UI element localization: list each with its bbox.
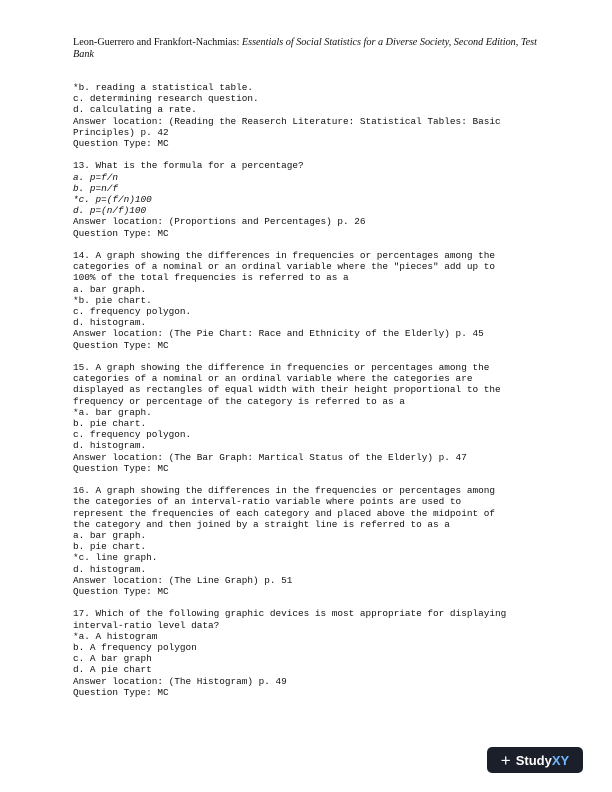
page-header bbox=[73, 37, 543, 61]
plus-icon: + bbox=[500, 750, 511, 770]
text-line: a. p=f/n bbox=[73, 171, 119, 183]
text-line: categories of a nominal or an ordinal variable where the categories are bbox=[73, 373, 473, 385]
test-bank-content bbox=[73, 82, 543, 698]
text-line: 100% of the total frequencies is referred to as a bbox=[73, 272, 349, 284]
question-block bbox=[73, 362, 543, 474]
text-line: Principles) p. 42 bbox=[73, 126, 169, 138]
question-block bbox=[73, 160, 543, 238]
badge-study-text: Study bbox=[515, 752, 552, 768]
text-line: *a. A histogram bbox=[73, 630, 158, 642]
block-gap bbox=[73, 597, 543, 608]
block-gap bbox=[73, 149, 543, 160]
text-line: Answer location: (The Histogram) p. 49 bbox=[73, 675, 287, 687]
header-book-title: Essentials of Social Statistics for a Diverse Society, Second Edition, Test Bank bbox=[73, 37, 537, 60]
block-gap bbox=[73, 351, 543, 362]
text-line: Answer location: (The Line Graph) p. 51 bbox=[73, 574, 293, 586]
text-line: the categories of an interval-ratio variable where points are used to bbox=[73, 496, 462, 508]
question-block bbox=[73, 250, 543, 351]
text-line: the category and then joined by a straight line is referred to as a bbox=[73, 518, 450, 530]
header-authors: Leon-Guerrero and Frankfort-Nachmias: bbox=[73, 37, 242, 48]
text-line: *a. bar graph. bbox=[73, 406, 152, 418]
text-line: *b. reading a statistical table. bbox=[73, 82, 254, 93]
text-line: b. p=n/f bbox=[73, 182, 119, 194]
text-line: Answer location: (Reading the Reaserch Literature: Statistical Tables: Basic bbox=[73, 115, 501, 127]
text-line: b. A frequency polygon bbox=[73, 642, 197, 654]
text-line: frequency or percentage of the category is referred to as a bbox=[73, 395, 405, 407]
question-block bbox=[73, 485, 543, 597]
text-line: d. histogram. bbox=[73, 563, 147, 575]
text-line: displayed as rectangles of equal width with their height proportional to the bbox=[73, 384, 501, 396]
text-line: categories of a nominal or an ordinal variable where the "pieces" add up to bbox=[73, 261, 495, 273]
text-line: d. A pie chart bbox=[73, 664, 152, 676]
text-line: 13. What is the formula for a percentage? bbox=[73, 160, 304, 172]
text-line: 17. Which of the following graphic devices is most appropriate for displaying bbox=[73, 608, 507, 620]
text-line: represent the frequencies of each category and placed above the midpoint of bbox=[73, 507, 495, 519]
studyxy-badge[interactable] bbox=[487, 747, 583, 773]
text-line: Answer location: (The Bar Graph: Martical Status of the Elderly) p. 47 bbox=[73, 451, 467, 463]
text-line: interval-ratio level data? bbox=[73, 619, 220, 631]
text-line: c. frequency polygon. bbox=[73, 429, 192, 441]
text-line: b. pie chart. bbox=[73, 418, 147, 430]
text-line: 16. A graph showing the differences in the frequencies or percentages among bbox=[73, 485, 495, 497]
block-gap bbox=[73, 474, 543, 485]
badge-xy-text: XY bbox=[551, 752, 570, 768]
text-line: d. histogram. bbox=[73, 317, 147, 329]
text-line: Question Type: MC bbox=[73, 462, 169, 474]
text-line: d. histogram. bbox=[73, 440, 147, 452]
block-gap bbox=[73, 239, 543, 250]
text-line: Question Type: MC bbox=[73, 227, 169, 239]
text-line: *b. pie chart. bbox=[73, 294, 152, 306]
text-line: a. bar graph. bbox=[73, 530, 147, 542]
text-line: d. calculating a rate. bbox=[73, 104, 197, 116]
text-line: Question Type: MC bbox=[73, 686, 169, 698]
text-line: *c. p=(f/n)100 bbox=[73, 194, 152, 206]
question-block bbox=[73, 82, 543, 149]
text-line: b. pie chart. bbox=[73, 541, 147, 553]
text-line: a. bar graph. bbox=[73, 283, 147, 295]
text-line: Question Type: MC bbox=[73, 339, 169, 351]
text-line: c. frequency polygon. bbox=[73, 306, 192, 318]
text-line: Question Type: MC bbox=[73, 138, 169, 150]
text-line: Question Type: MC bbox=[73, 586, 169, 598]
text-line: Answer location: (Proportions and Percentages) p. 26 bbox=[73, 216, 366, 228]
text-line: *c. line graph. bbox=[73, 552, 158, 564]
text-line: c. A bar graph bbox=[73, 653, 152, 665]
text-line: c. determining research question. bbox=[73, 93, 259, 105]
text-line: 15. A graph showing the difference in frequencies or percentages among the bbox=[73, 362, 490, 374]
text-line: d. p=(n/f)100 bbox=[73, 205, 147, 217]
question-block bbox=[73, 608, 543, 698]
text-line: Answer location: (The Pie Chart: Race and Ethnicity of the Elderly) p. 45 bbox=[73, 328, 484, 340]
text-line: 14. A graph showing the differences in frequencies or percentages among the bbox=[73, 250, 495, 262]
